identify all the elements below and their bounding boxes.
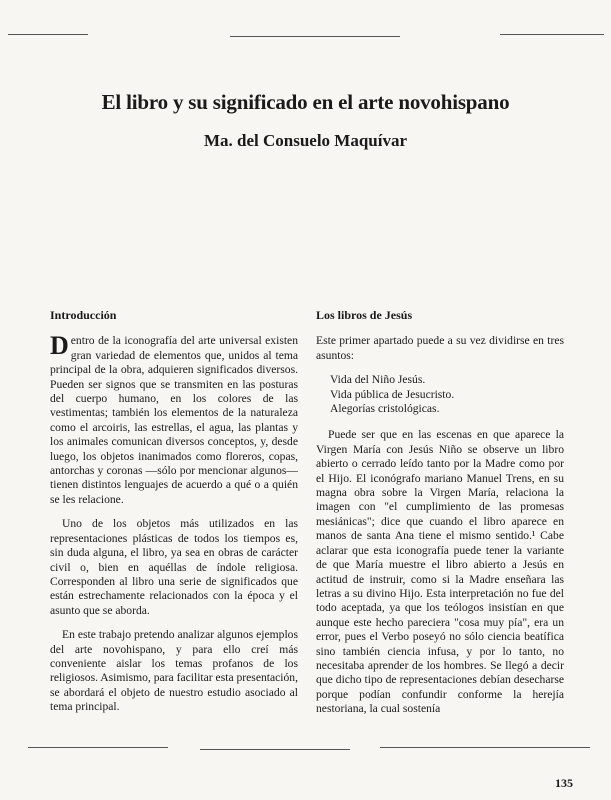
paragraph: Puede ser que en las escenas en que aparece la Virgen María con Jesús Niño se observe un libro abierto o cerrado leído tanto por la Madre como por el Hijo. El iconógrafo mariano Manuel Trens, en su magna obra sobre la Virgen María, relaciona la imagen con "el cumplimiento de las promesas mesiánicas"; dice que cuando el libro aparece en manos de santa Ana tiene el mismo sentido.¹ Cabe aclarar que esta iconografía puede tener la variante de que María muestre el libro abierto a Jesús en actitud de instruir, como si la Madre enseñara las letras a su divino Hijo. Esta interpretación no fue del todo aceptada, ya que los teólogos insistían en que aunque este hecho pareciera "cosa muy pía", era un error, pues el Verbo poseyó no sólo ciencia beatífica sino también ciencia infusa, y por lo tanto, no necesitaba aprender de los hombres. Se llegó a decir que dicho tipo de representaciones debían desecharse porque podían confundir conforme la herejía nestoriana, la cual sostenía	[316, 428, 564, 716]
top-rule-left	[8, 34, 88, 35]
list-item: Vida del Niño Jesús.	[330, 373, 426, 387]
section-heading-introduccion: Introducción	[50, 308, 117, 322]
paragraph: En este trabajo pretendo analizar algunos ejemplos del arte novohispano, y para ello creí más conveniente aislar los temas profanos de los religiosos. Asimismo, para facilitar esta presentación, se abordará el objeto de nuestro estudio asociado al tema principal.	[50, 628, 298, 714]
section-heading-libros-de-jesus: Los libros de Jesús	[316, 308, 413, 322]
bottom-rule-1	[28, 747, 168, 748]
right-column	[316, 308, 564, 727]
paragraph: Uno de los objetos más utilizados en las representaciones plásticas de todos los tiempos es, sin duda alguna, el libro, ya sea en obras de carácter civil o, bien en aquéllas de índole religiosa. Corresponden al libro una serie de significados que están estrechamente relacionados con la época y el asunto que se aborda.	[50, 517, 298, 617]
drop-cap: D	[50, 331, 69, 361]
list-item: Alegorías cristológicas.	[330, 402, 440, 416]
bottom-rule-2	[200, 749, 350, 750]
left-column	[50, 308, 298, 725]
article-author: Ma. del Consuelo Maquívar	[203, 131, 408, 150]
paragraph: Este primer apartado puede a su vez dividirse en tres asuntos:	[316, 334, 564, 362]
bottom-rule-3	[380, 747, 590, 748]
page-number: 135	[555, 776, 573, 790]
paragraph: Dentro de la iconografía del arte universal existen gran variedad de elementos que, unidos al tema principal de la obra, adquieren significados diversos. Pueden ser signos que se transmiten en las posturas del cuerpo humano, en los colores de las vestimentas; también los elementos de la naturaleza como el arcoiris, las estrellas, el agua, las plantas y los animales comunican diversos conceptos, y, desde luego, los objetos inanimados como floreros, copas, antorchas y coronas —sólo por mencionar algunos— tienen distintos lenguajes de acuerdo a qué o a quién se les relacione.	[50, 331, 298, 506]
topic-list	[330, 373, 564, 416]
list-item: Vida pública de Jesucristo.	[330, 387, 455, 401]
top-rule-right	[500, 34, 604, 35]
top-rule-middle	[230, 36, 400, 37]
article-title: El libro y su significado en el arte novohispano	[101, 90, 510, 114]
